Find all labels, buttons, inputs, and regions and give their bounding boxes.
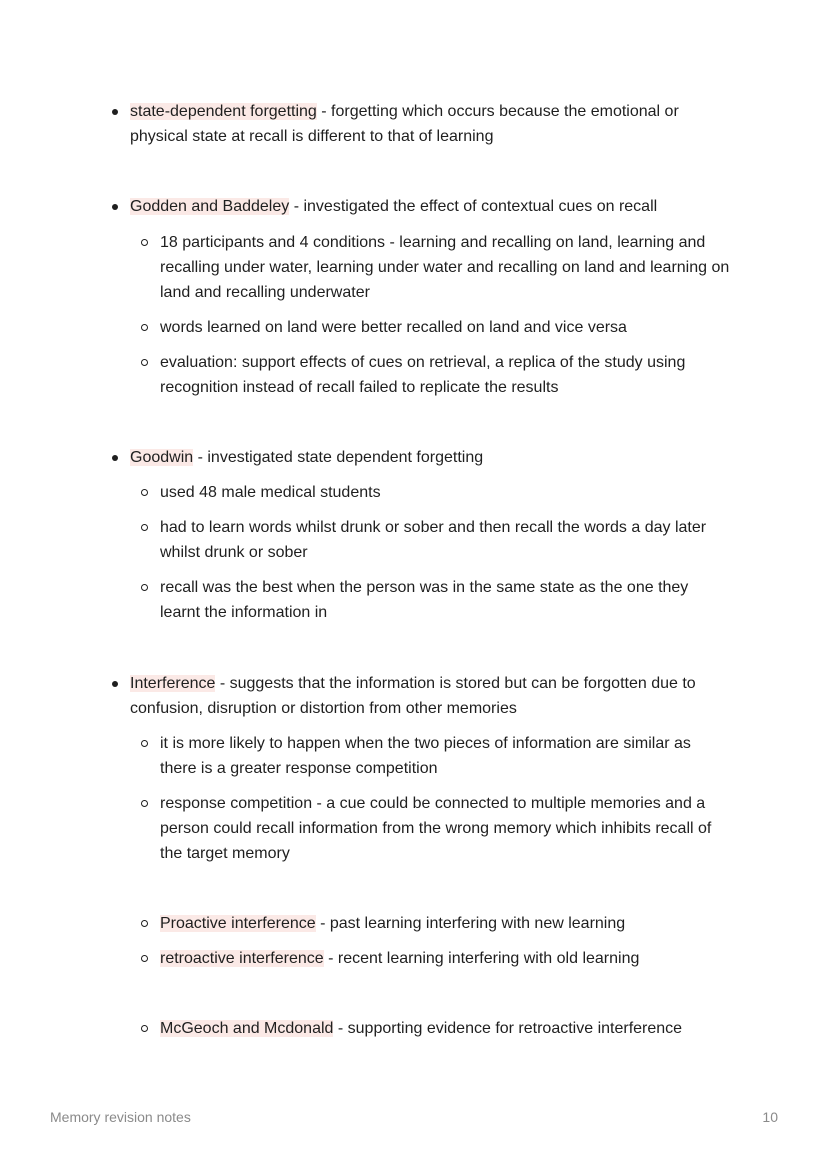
sub-list-item [160,1016,730,1041]
item-text: recall was the best when the person was in the same state as the one they learnt the information in [160,579,689,621]
highlighted-term: McGeoch and Mcdonald [160,1020,334,1037]
sub-list-item [160,515,730,565]
sub-list-item [160,230,730,305]
sub-list-item [160,480,730,505]
sub-list-item [160,350,730,400]
item-text: response competition - a cue could be connected to multiple memories and a person could recall information from the wrong memory which inhibits recall of the target memory [160,795,712,862]
item-text: - past learning interfering with new learning [315,915,626,932]
item-text: used 48 male medical students [160,484,381,501]
sub-bullet-icon [141,800,148,807]
bullet-icon [112,455,118,461]
highlighted-term: Godden and Baddeley [130,198,290,215]
sub-list-item [160,575,730,625]
highlighted-term: state-dependent forgetting [130,103,317,120]
sub-bullet-icon [141,584,148,591]
list-item [130,671,730,721]
item-text: - investigated the effect of contextual cues on recall [289,198,658,215]
item-text: evaluation: support effects of cues on retrieval, a replica of the study using recognition instead of recall failed to replicate the results [160,354,686,396]
sub-list-item [160,315,730,340]
bullet-icon [112,204,118,210]
item-text: words learned on land were better recalled on land and vice versa [160,319,627,336]
list-item [130,445,730,470]
sub-bullet-icon [141,740,148,747]
page-number: 10 [762,1109,778,1125]
item-text: - supporting evidence for retroactive interference [333,1020,683,1037]
footer-title: Memory revision notes [50,1109,191,1125]
sub-bullet-icon [141,1025,148,1032]
bullet-icon [112,109,118,115]
item-text: - suggests that the information is stored but can be forgotten due to confusion, disruption or distortion from other memories [130,675,696,717]
list-item [130,194,730,219]
highlighted-term: Interference [130,675,216,692]
sub-list-item [160,946,730,971]
item-text: it is more likely to happen when the two pieces of information are similar as there is a greater response competition [160,735,691,777]
list-item [130,99,730,149]
highlighted-term: Proactive interference [160,915,316,932]
sub-bullet-icon [141,955,148,962]
sub-bullet-icon [141,324,148,331]
sub-list-item [160,911,730,936]
item-text: had to learn words whilst drunk or sober and then recall the words a day later whilst drunk or sober [160,519,707,561]
bullet-icon [112,681,118,687]
sub-list-item [160,791,730,866]
sub-bullet-icon [141,359,148,366]
sub-list-item [160,731,730,781]
highlighted-term: retroactive interference [160,950,324,967]
item-text: - forgetting which occurs because the emotional or physical state at recall is different to that of learning [130,103,679,145]
sub-bullet-icon [141,489,148,496]
item-text: 18 participants and 4 conditions - learning and recalling on land, learning and recalling under water, learning under water and recalling on land and learning on land and recalling underwater [160,234,730,301]
item-text: - investigated state dependent forgetting [193,449,484,466]
sub-bullet-icon [141,920,148,927]
sub-bullet-icon [141,524,148,531]
item-text: - recent learning interfering with old learning [323,950,640,967]
highlighted-term: Goodwin [130,449,194,466]
sub-bullet-icon [141,239,148,246]
